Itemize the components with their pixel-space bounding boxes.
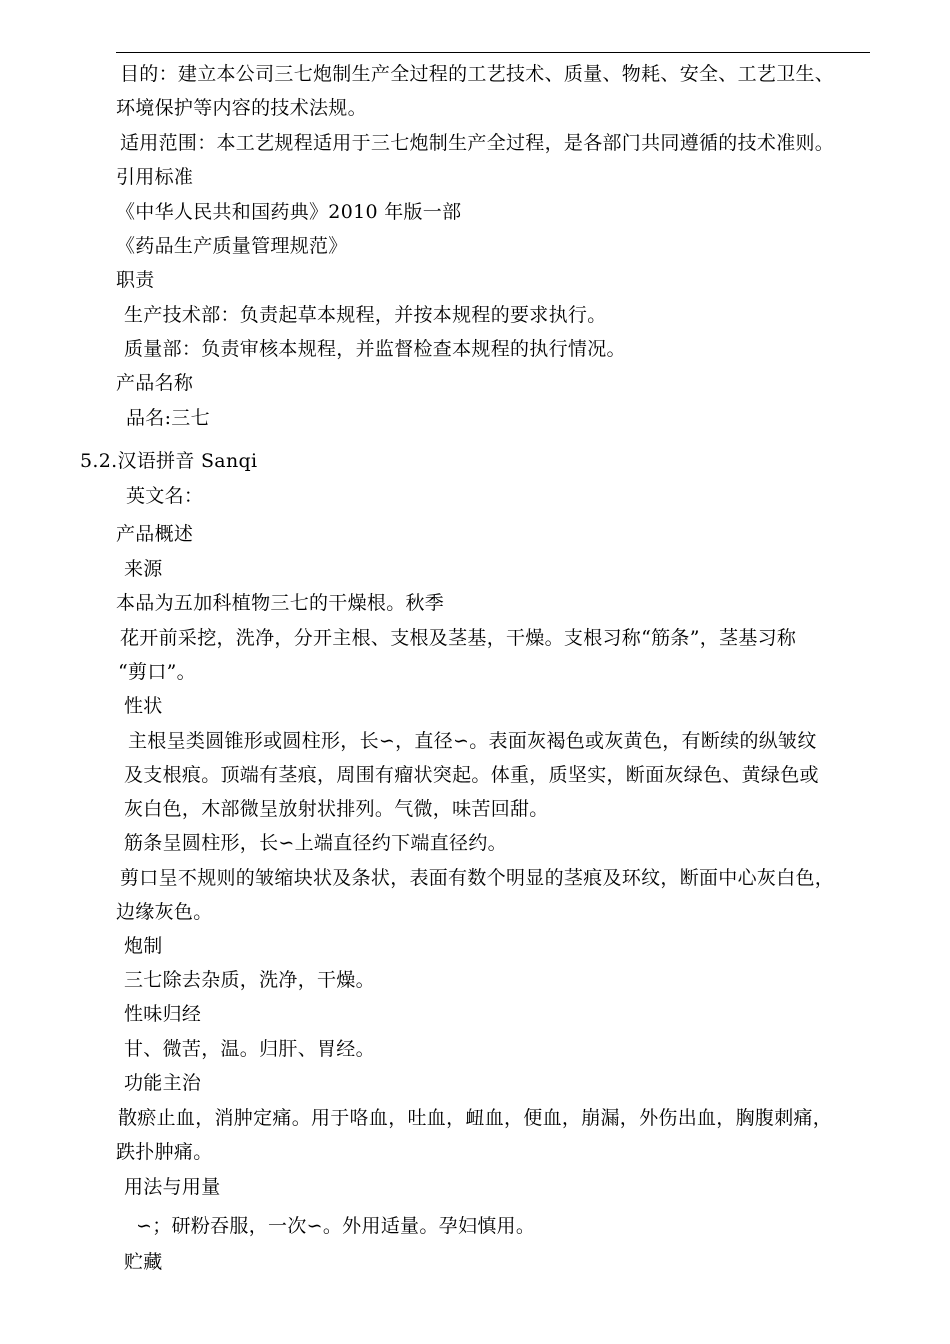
appearance-line-1: 主根呈类圆锥形或圆柱形，长∽，直径∽。表面灰褐色或灰黄色，有断续的纵皱纹 xyxy=(128,730,817,752)
subsection-heading: 功能主治 xyxy=(124,1072,202,1094)
appearance-line-3: 灰白色，木部微呈放射状排列。气微，味苦回甜。 xyxy=(124,798,549,820)
section-heading: 职责 xyxy=(116,269,155,291)
subsection-heading: 炮制 xyxy=(124,935,163,957)
source-line-1: 本品为五加科植物三七的干燥根。秋季 xyxy=(116,592,445,614)
duty-item: 生产技术部：负责起草本规程，并按本规程的要求执行。 xyxy=(124,304,607,326)
subsection-heading: 性状 xyxy=(124,695,163,717)
section-heading: 产品概述 xyxy=(116,523,194,545)
appearance-line-5: 剪口呈不规则的皱缩块状及条状，表面有数个明显的茎痕及环纹，断面中心灰白色， xyxy=(120,867,835,889)
taste-line: 甘、微苦，温。归肝、胃经。 xyxy=(124,1038,375,1060)
product-name: 品名:三七 xyxy=(126,407,210,429)
reference-item: 《药品生产质量管理规范》 xyxy=(116,235,348,257)
english-name: 英文名： xyxy=(126,485,204,507)
header-rule xyxy=(116,52,870,53)
pinyin-line: 5.2.汉语拼音 Sanqi xyxy=(80,450,258,472)
source-line-2: 花开前采挖，洗净，分开主根、支根及茎基，干燥。支根习称“筋条”，茎基习称 xyxy=(120,627,797,649)
section-heading: 产品名称 xyxy=(116,372,194,394)
processing-line: 三七除去杂质，洗净，干燥。 xyxy=(124,969,375,991)
function-line-2: 跌扑肿痛。 xyxy=(116,1141,213,1163)
dosage-line: ∽；研粉吞服，一次∽。外用适量。孕妇慎用。 xyxy=(136,1215,536,1237)
subsection-heading: 用法与用量 xyxy=(124,1176,221,1198)
scope-line: 适用范围：本工艺规程适用于三七炮制生产全过程，是各部门共同遵循的技术准则。 xyxy=(120,132,835,154)
subsection-heading: 来源 xyxy=(124,558,163,580)
reference-item: 《中华人民共和国药典》2010 年版一部 xyxy=(116,201,462,223)
duty-item: 质量部：负责审核本规程，并监督检查本规程的执行情况。 xyxy=(124,338,626,360)
purpose-line-1: 目的：建立本公司三七炮制生产全过程的工艺技术、质量、物耗、安全、工艺卫生、 xyxy=(120,63,835,85)
appearance-line-6: 边缘灰色。 xyxy=(116,901,213,923)
subsection-heading: 性味归经 xyxy=(124,1003,202,1025)
purpose-line-2: 环境保护等内容的技术法规。 xyxy=(116,97,367,119)
function-line-1: 散瘀止血，消肿定痛。用于咯血，吐血，衄血，便血，崩漏，外伤出血，胸腹刺痛， xyxy=(118,1107,833,1129)
subsection-heading: 贮藏 xyxy=(124,1251,163,1273)
source-line-3: “剪口”。 xyxy=(118,661,196,683)
appearance-line-4: 筋条呈圆柱形，长∽上端直径约下端直径约。 xyxy=(124,832,507,854)
section-heading: 引用标准 xyxy=(116,166,194,188)
appearance-line-2: 及支根痕。顶端有茎痕，周围有瘤状突起。体重，质坚实，断面灰绿色、黄绿色或 xyxy=(124,764,819,786)
